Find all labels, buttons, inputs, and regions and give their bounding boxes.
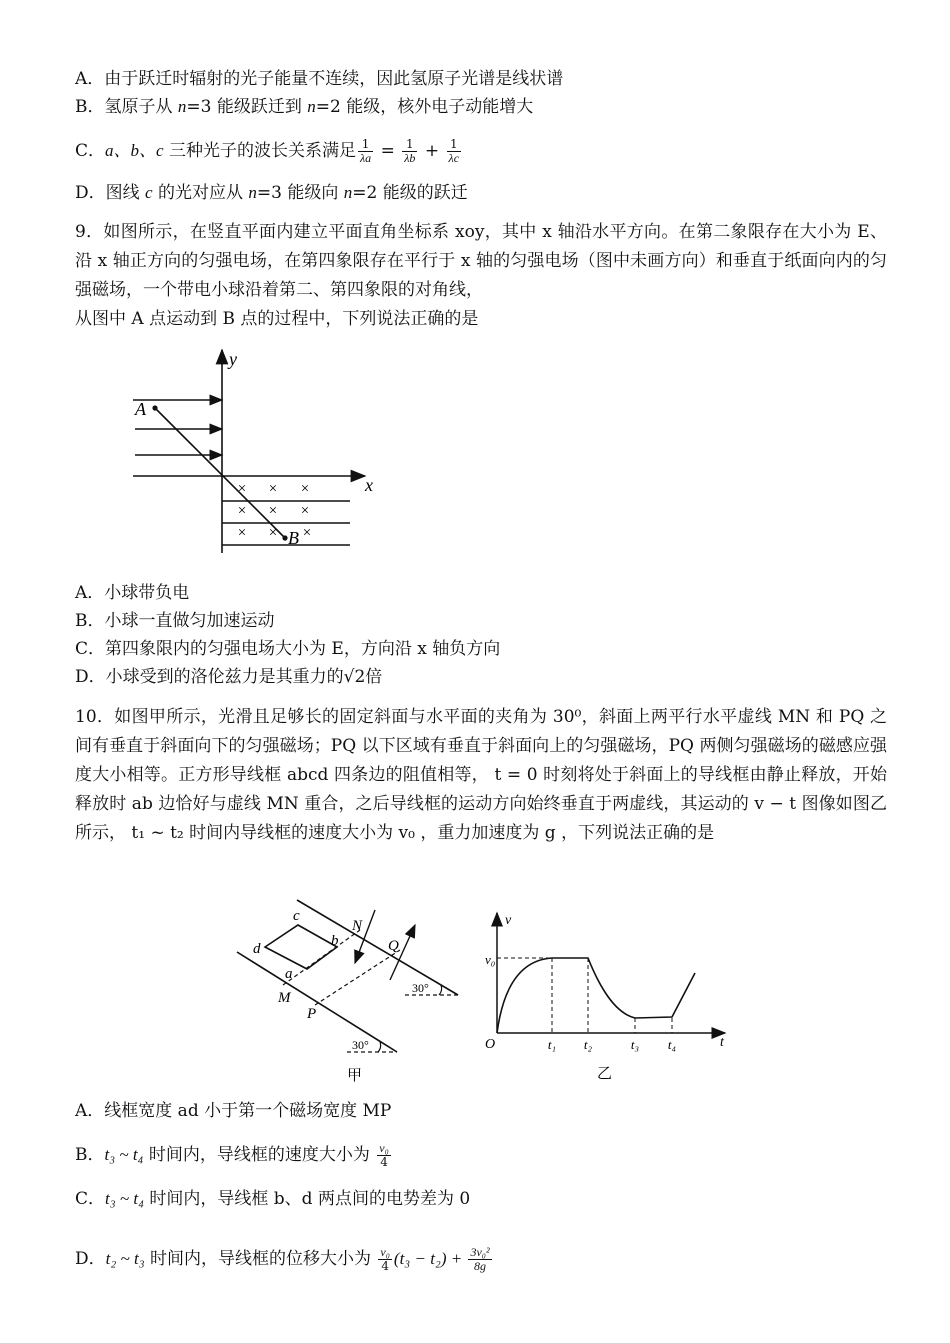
- equals: =: [375, 141, 401, 161]
- option-label: D．: [75, 667, 106, 687]
- q10-figure-jia: [225, 895, 480, 1090]
- svg-text:×: ×: [237, 503, 247, 519]
- option-label: C．: [75, 1189, 106, 1209]
- denominator: 8g: [474, 1259, 487, 1273]
- svg-text:t₄: t₄: [667, 1037, 677, 1052]
- q9-stem: 9．如图所示，在竖直平面内建立平面直角坐标系 xoy，其中 x 轴沿水平方向。在第二象限存在大小为 E、沿 x 轴正方向的匀强电场，在第四象限存在平行于 x 轴的匀强电场（图中未画方向）和垂直于纸面向内的匀强磁场，一个带电小球沿着第二、第四象限的对角线，: [75, 222, 887, 300]
- numerator: 1: [447, 138, 462, 152]
- option-text: 时间内，导线框 b、d 两点间的电势差为 0: [143, 1189, 471, 1209]
- svg-text:×: ×: [302, 525, 312, 541]
- wire-frame: [265, 925, 337, 969]
- svg-text:P: P: [307, 1006, 317, 1022]
- fraction: [377, 1142, 391, 1169]
- option-label: A．: [75, 69, 105, 89]
- incline-lower: [237, 952, 397, 1052]
- svg-text:×: ×: [268, 481, 278, 497]
- denominator: 4: [381, 1259, 389, 1273]
- v-t-curve: [497, 958, 695, 1033]
- time-range: t₃ ~ t₄: [105, 1189, 144, 1208]
- option-label: B．: [75, 611, 105, 631]
- q9-option-d: [75, 666, 382, 688]
- svg-text:N: N: [352, 918, 363, 934]
- option-label: B．: [75, 1145, 105, 1165]
- q8-option-a: [75, 68, 563, 90]
- option-text: =2 能级的跃迁: [352, 183, 468, 203]
- point-b: [282, 535, 287, 540]
- caption-yi: 乙: [597, 1066, 613, 1082]
- q10-option-c: [75, 1188, 470, 1210]
- time-range: t₂ ~ t₃: [105, 1249, 145, 1268]
- svg-text:b: b: [331, 933, 339, 949]
- fraction: [468, 1246, 491, 1273]
- numerator: 1: [402, 138, 417, 152]
- sqrt-two: √2: [343, 667, 366, 687]
- denominator: λb: [404, 151, 416, 165]
- option-text: 三种光子的波长关系满足: [163, 141, 356, 161]
- numerator: v₀: [380, 1245, 390, 1259]
- caption-jia: 甲: [347, 1068, 363, 1084]
- fraction: [378, 1246, 392, 1273]
- option-label: D．: [75, 1249, 106, 1269]
- numerator: 1: [358, 138, 373, 152]
- svg-text:v: v: [505, 913, 512, 928]
- time-range: t₃ ~ t₄: [104, 1145, 144, 1164]
- y-label: y: [229, 349, 237, 369]
- q10-stem: 10．如图甲所示，光滑且足够长的固定斜面与水平面的夹角为 30⁰，斜面上两平行水平虚线 MN 和 PQ 之间有垂直于斜面向下的匀强磁场；PQ 以下区域有垂直于斜面向上的匀强磁场，PQ 两侧匀强磁场的磁感应强度大小相等。正方形导线框 abcd 四条边的阻值相等， t = 0 时刻将处于斜面上的导线框由静止释放，开始释放时 ab 边恰好与虚线 MN 重合，之后导线框的运动方向始终垂直于两虚线，其运动的 v − t 图像如图乙所示， t₁ ~ t₂ 时间内导线框的速度大小为 v₀ ，重力加速度为 g ，下列说法正确的是: [75, 707, 887, 843]
- q10-option-b: [75, 1142, 393, 1169]
- plus: +: [419, 141, 445, 161]
- q10-option-d: [75, 1246, 494, 1273]
- magnetic-field-markers: [238, 481, 311, 541]
- svg-text:×: ×: [268, 503, 278, 519]
- q8-option-c: [75, 138, 463, 165]
- q9-option-c: [75, 638, 500, 660]
- denominator: 4: [380, 1155, 388, 1169]
- var-n: n: [248, 183, 257, 202]
- q8-option-b: [75, 96, 533, 118]
- svg-text:t: t: [720, 1035, 724, 1050]
- q10-figure-yi: [485, 908, 730, 1083]
- svg-text:d: d: [253, 941, 261, 957]
- svg-text:t₂: t₂: [583, 1037, 593, 1052]
- var-c: c: [145, 183, 153, 202]
- var-n: n: [307, 97, 316, 116]
- option-label: A．: [75, 583, 105, 603]
- angle-label: 30°: [352, 1038, 369, 1052]
- fraction: [402, 138, 417, 165]
- option-label: D．: [75, 183, 106, 203]
- option-text: 由于跃迁时辐射的光子能量不连续，因此氢原子光谱是线状谱: [104, 69, 564, 89]
- svg-text:O: O: [485, 1037, 496, 1052]
- vars: a、b、c: [105, 141, 164, 160]
- q10-option-a: [75, 1100, 391, 1122]
- option-text: 时间内，导线框的位移大小为: [144, 1249, 377, 1269]
- denominator: λa: [359, 151, 372, 165]
- option-text: 小球带负电: [104, 583, 190, 603]
- incline-upper: [297, 900, 458, 995]
- option-text: 线框宽度 ad 小于第一个磁场宽度 MP: [104, 1101, 392, 1121]
- option-text: =2 能级，核外电子动能增大: [315, 97, 534, 117]
- trajectory: [155, 408, 285, 538]
- point-a: [152, 405, 157, 410]
- q8-option-d: [75, 182, 468, 204]
- var-n: n: [343, 183, 353, 202]
- fraction: [447, 138, 462, 165]
- svg-text:×: ×: [300, 503, 310, 519]
- numerator: v₀: [379, 1141, 389, 1155]
- option-text: 第四象限内的匀强电场大小为 E，方向沿 x 轴负方向: [105, 639, 501, 659]
- label-a: A: [135, 399, 146, 419]
- option-text: =3 能级向: [256, 183, 344, 203]
- option-text: 氢原子从: [104, 97, 178, 117]
- svg-text:c: c: [293, 908, 300, 924]
- svg-text:×: ×: [237, 525, 247, 541]
- svg-text:×: ×: [268, 525, 278, 541]
- option-text: 倍: [365, 667, 383, 687]
- x-label: x: [365, 475, 373, 495]
- option-label: B．: [75, 97, 105, 117]
- var-n: n: [177, 97, 187, 116]
- fraction: [358, 138, 373, 165]
- svg-text:×: ×: [300, 481, 310, 497]
- svg-text:Q: Q: [388, 938, 399, 954]
- option-label: A．: [75, 1101, 105, 1121]
- label-b: B: [288, 528, 299, 548]
- option-text: 的光对应从: [152, 183, 249, 203]
- denominator: λc: [448, 151, 460, 165]
- svg-text:v₀: v₀: [485, 952, 496, 967]
- q9-figure: [125, 345, 385, 560]
- svg-text:a: a: [285, 966, 293, 982]
- q9-stem-2: 从图中 A 点运动到 B 点的过程中，下列说法正确的是: [75, 309, 479, 329]
- svg-text:M: M: [278, 990, 291, 1006]
- option-text: 小球一直做匀加速运动: [104, 611, 275, 631]
- option-label: C．: [75, 141, 106, 161]
- numerator: 3v₀²: [470, 1245, 490, 1259]
- option-text: 图线: [105, 183, 146, 203]
- angle-label: 30°: [412, 981, 429, 995]
- svg-text:t₃: t₃: [630, 1037, 640, 1052]
- option-text: =3 能级跃迁到: [186, 97, 308, 117]
- svg-text:t₁: t₁: [547, 1037, 557, 1052]
- q9-option-a: [75, 582, 189, 604]
- q9-option-b: [75, 610, 275, 632]
- expression: (t₃ − t₂) +: [393, 1249, 467, 1268]
- option-text: 时间内，导线框的速度大小为: [143, 1145, 376, 1165]
- option-label: C．: [75, 639, 106, 659]
- svg-text:×: ×: [237, 481, 247, 497]
- option-text: 小球受到的洛伦兹力是其重力的: [105, 667, 344, 687]
